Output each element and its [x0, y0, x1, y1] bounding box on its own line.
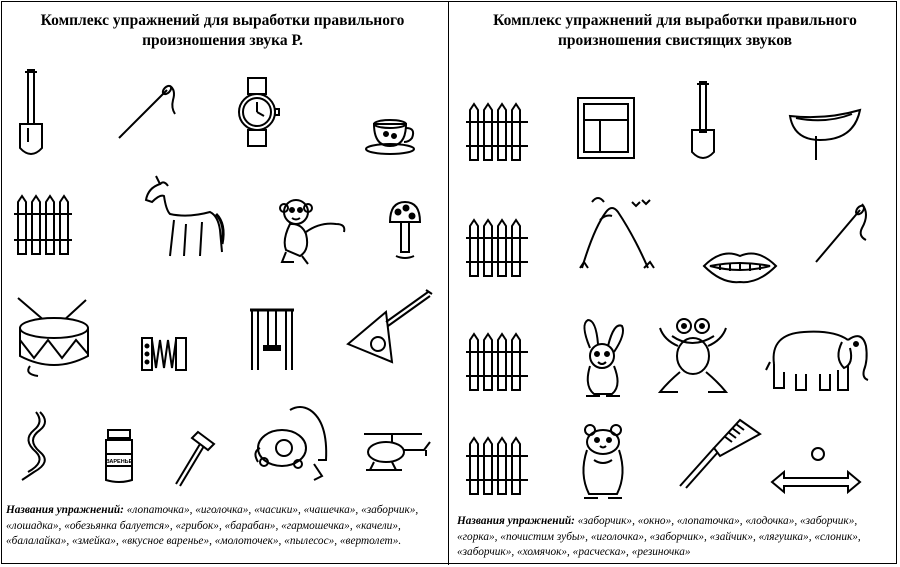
- boat-icon: [788, 106, 862, 162]
- column-divider: [448, 1, 449, 565]
- needle-icon: [814, 200, 870, 264]
- balalaika-icon: [346, 288, 434, 366]
- horse-icon: [138, 172, 230, 260]
- left-title: [10, 11, 435, 51]
- hill-icon: [578, 196, 660, 272]
- left-caption-label: Названия упражнений:: [6, 504, 124, 516]
- hammer-icon: [172, 430, 216, 486]
- jam-jar-icon: [102, 428, 136, 484]
- left-title-line1: Комплекс упражнений для выработки правильного: [40, 12, 405, 29]
- shovel-icon: [690, 80, 716, 164]
- monkey-icon: [272, 196, 352, 266]
- mushroom-icon: [388, 200, 422, 262]
- right-title-line1: Комплекс упражнений для выработки правильного: [493, 12, 857, 29]
- needle-icon: [117, 82, 177, 140]
- fence-icon: [466, 434, 530, 496]
- watch-icon: [236, 76, 280, 148]
- fence-icon: [466, 100, 530, 162]
- lips-icon: [702, 248, 778, 284]
- left-caption: [6, 503, 438, 550]
- double-arrow-icon: [770, 440, 862, 492]
- right-caption-label: Названия упражнений:: [457, 515, 575, 527]
- left-caption-text: «лопаточка», «иголочка», «часики», «чашечка», «заборчик», «лошадка», «обезьянка балуется», «грибок», «барабан», «гармошечка», «качели», «балалайка», «змейка», «вкусное варенье», «молоточек», «пылесос», «вертолет».: [6, 504, 419, 547]
- comb-icon: [678, 416, 762, 490]
- fence-icon: [466, 330, 530, 392]
- right-caption-text: «заборчик», «окно», «лопаточка», «лодочка», «заборчик», «горка», «почистим зубы», «иголочка», «заборчик», «зайчик», «лягушка», «слоник», «заборчик», «хомячок», «расческа», «резиночка»: [457, 515, 861, 558]
- swing-icon: [248, 306, 296, 372]
- fence-icon: [14, 192, 72, 256]
- helicopter-icon: [362, 428, 432, 474]
- drum-icon: [16, 296, 92, 378]
- shovel-icon: [16, 68, 46, 160]
- right-caption: [457, 514, 887, 561]
- right-title: [460, 11, 890, 51]
- vacuum-icon: [250, 404, 334, 482]
- snake-icon: [20, 410, 48, 482]
- accordion-icon: [140, 336, 188, 372]
- left-title-line2: произношения звука Р.: [142, 32, 303, 49]
- rabbit-icon: [578, 318, 626, 400]
- window-icon: [576, 96, 636, 160]
- frog-icon: [656, 316, 732, 398]
- jam-jar-label: ВАРЕНЬЕ: [105, 459, 133, 465]
- elephant-icon: [764, 320, 872, 394]
- fence-icon: [466, 216, 530, 278]
- right-title-line2: произношения свистящих звуков: [557, 32, 792, 49]
- teacup-icon: [364, 118, 420, 156]
- hamster-icon: [578, 420, 628, 502]
